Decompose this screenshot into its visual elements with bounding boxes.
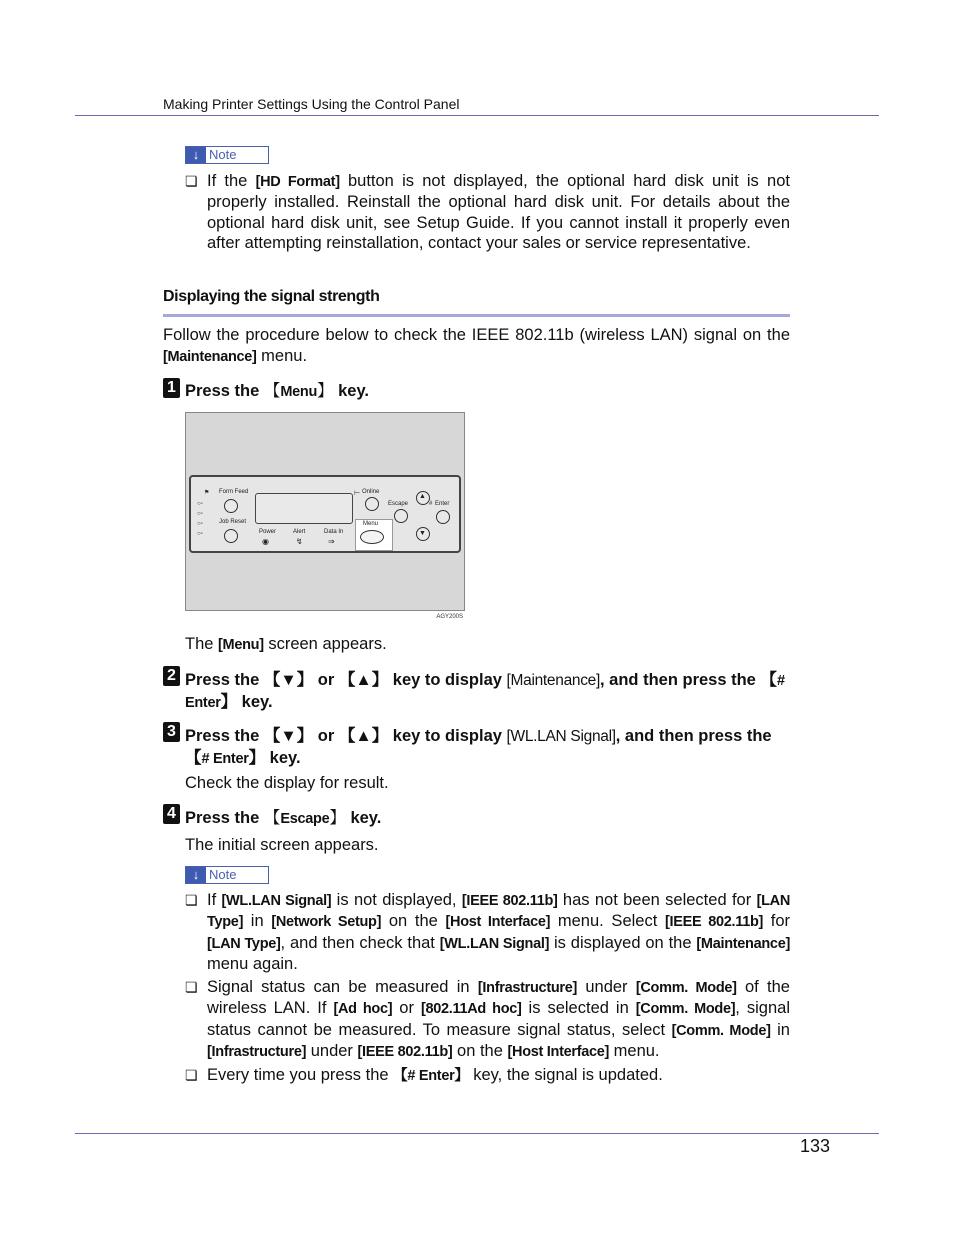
note2-bullet-3: ❏ Every time you press the 【# Enter】 key, the signal is updated. [185, 1066, 663, 1084]
key-name: [Infrastructure] [477, 980, 578, 996]
enter-hash-icon: # [429, 501, 433, 507]
step-number: 4 [163, 804, 180, 824]
key-name: [LAN Type] [207, 935, 281, 952]
step-1-result: The [Menu] screen appears. [185, 635, 387, 653]
key-name: [Comm. Mode] [635, 980, 737, 996]
key-name: [Ad hoc] [333, 1001, 393, 1018]
key-name: [Maintenance] [696, 935, 790, 952]
step-4-text: Press the 【Escape】 key. [185, 809, 382, 827]
note-label: Note [209, 867, 237, 882]
note-label: Note [209, 147, 237, 162]
data-in-icon: ⇒ [328, 537, 335, 546]
step-3-text: Press the 【▼】 or 【▲】 key to display [WL.LAN Signal], and then press the 【# Enter】 key. [185, 727, 772, 767]
control-panel-body: ⚑ Form Feed Job Reset ○▫ ○▫ ○▫ ○▫ Power Alert Data In ◉ ↯ ⇒ ⊢ Online Escape ▲ # Enter ▼ Menu [189, 475, 461, 553]
key-name: 【# Enter】 [393, 1068, 469, 1084]
up-arrow-icon: ▲ [419, 493, 426, 500]
note2-bullet-2: ❏ Signal status can be measured in [Infrastructure] under [Comm. Mode] of the wireless LAN. If [Ad hoc] or [802.11Ad hoc] is selected in [Comm. Mode], signal status cannot be measured. To measure signal status, select [Comm. Mode] in [Infrastructure] under [IEEE 802.11b] on the [Host Interface] menu. [185, 978, 790, 1061]
step-number: 1 [163, 378, 180, 398]
page-number: 133 [800, 1136, 831, 1156]
note-label-box [185, 866, 269, 884]
note1-bullet: ❏ If the [HD Format] button is not displayed, the optional hard disk unit is not properly installed. Reinstall the optional hard disk unit. For details about the optional hard disk unit, see Setup Guide. If you cannot install it properly even after attempting reinstallation, contact your sales or service representative. [185, 172, 790, 253]
figure-code: AGY200S [436, 614, 463, 620]
key-name: [IEEE 802.11b] [357, 1044, 453, 1061]
form-feed-icon: ⚑ [204, 490, 210, 496]
key-name: [Infrastructure] [207, 1044, 307, 1061]
down-arrow-icon: ↓ [186, 867, 206, 883]
key-hd-format: [HD Format] [255, 174, 340, 190]
step-3-result: Check the display for result. [185, 774, 389, 792]
key-name: [IEEE 802.11b] [461, 893, 558, 909]
down-arrow-icon: ↓ [186, 147, 206, 163]
step-4-result: The initial screen appears. [185, 836, 379, 854]
escape-button [394, 509, 408, 523]
power-icon: ◉ [262, 537, 269, 546]
control-panel-illustration [185, 412, 465, 620]
online-icon: ⊢ [354, 490, 361, 497]
lcd-display [255, 493, 353, 524]
status-leds-icon: ○▫ ○▫ ○▫ ○▫ [197, 501, 203, 537]
down-arrow-icon: ▼ [419, 530, 426, 537]
checkbox-bullet-icon: ❏ [185, 979, 198, 995]
key-name: [WL.LAN Signal] [439, 935, 550, 952]
key-name: [Host Interface] [445, 914, 551, 931]
checkbox-bullet-icon: ❏ [185, 173, 198, 189]
enter-button [436, 510, 450, 524]
note2-bullet-1: ❏ If [WL.LAN Signal] is not displayed, [IEEE 802.11b] has not been selected for [LAN Type] in [Network Setup] on the [Host Interface] menu. Select [IEEE 802.11b] for [LAN Type], and then check that [WL.LAN Signal] is displayed on the [Maintenance] menu again. [185, 891, 790, 974]
checkbox-bullet-icon: ❏ [185, 892, 198, 908]
key-name: [Network Setup] [271, 914, 382, 931]
step-1-text: Press the 【Menu】 key. [185, 382, 370, 400]
step-number: 2 [163, 666, 180, 686]
step-2-text: Press the 【▼】 or 【▲】 key to display [Maintenance], and then press the 【# Enter】 key. [185, 671, 785, 711]
key-name: [Comm. Mode] [635, 1001, 736, 1018]
section-rule [163, 314, 790, 317]
header-rule [75, 115, 879, 116]
key-name: [IEEE 802.11b] [665, 914, 764, 931]
running-header: Making Printer Settings Using the Control Panel [163, 96, 460, 112]
checkbox-bullet-icon: ❏ [185, 1067, 198, 1083]
key-name: [Comm. Mode] [671, 1022, 771, 1039]
key-name: [Host Interface] [507, 1044, 610, 1061]
key-name: [802.11Ad hoc] [420, 1001, 522, 1018]
job-reset-button [224, 529, 238, 543]
note-label-box [185, 146, 269, 164]
footer-rule [75, 1133, 879, 1134]
form-feed-button [224, 499, 238, 513]
key-name: [LAN Type] [207, 893, 790, 931]
online-button [365, 497, 379, 511]
alert-icon: ↯ [296, 537, 303, 546]
menu-button [360, 530, 384, 544]
section-intro: Follow the procedure below to check the IEEE 802.11b (wireless LAN) signal on the [Maintenance] menu. [163, 326, 790, 365]
step-number: 3 [163, 722, 180, 742]
key-name: [WL.LAN Signal] [221, 893, 332, 909]
section-title: Displaying the signal strength [163, 288, 380, 305]
